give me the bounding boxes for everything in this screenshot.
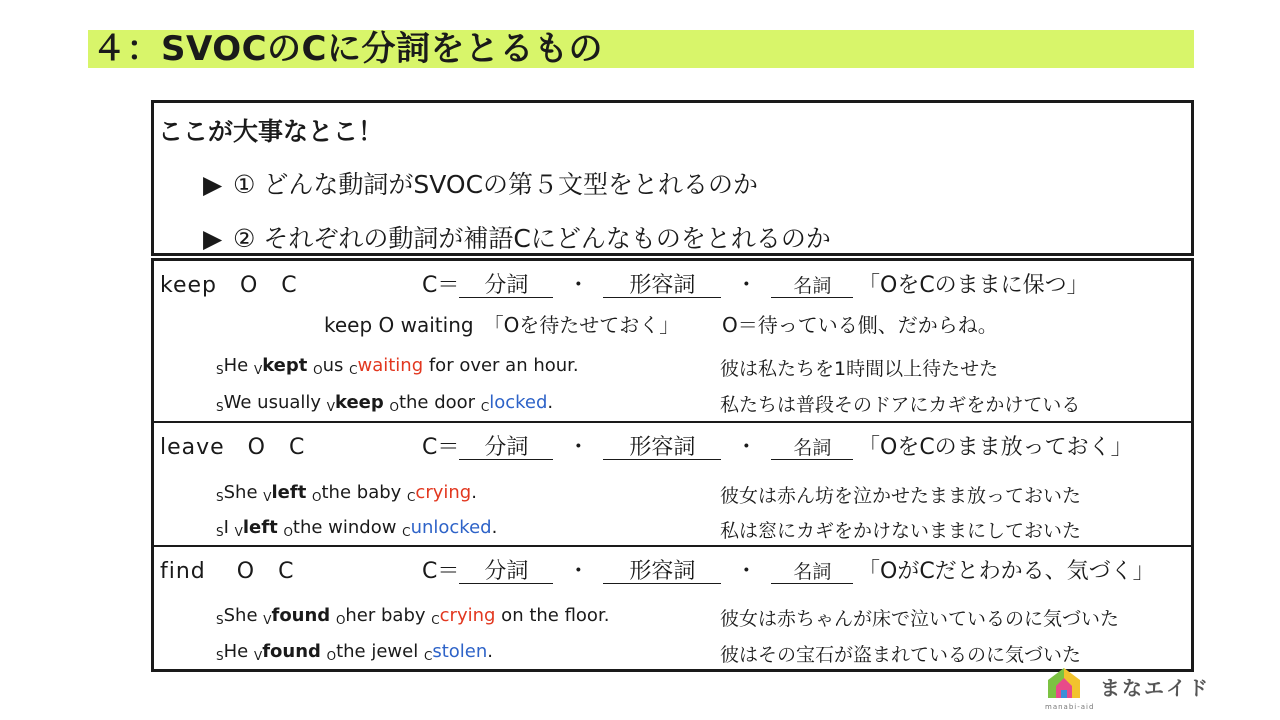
note-keep-explanation: O＝待っている側、だからね。 xyxy=(722,313,998,337)
example-sentence: $_S$She $_V$found $_O$her baby $_C$crying on the floor. xyxy=(216,605,610,627)
example-sentence: $_S$He $_V$found $_O$the jewel $_C$stolen. xyxy=(216,641,494,663)
example-translation: 彼は私たちを1時間以上待たせた xyxy=(720,358,999,380)
example-sentence: $_S$I $_V$left $_O$the window $_C$unlocked. xyxy=(216,517,498,539)
triangle-bullet-icon: ▶ xyxy=(203,224,223,253)
verb-pattern-find: find O C xyxy=(160,559,295,584)
complement-types: C＝ 分詞 ・ 形容詞 ・ 名詞 xyxy=(422,430,853,461)
verb-pattern-keep: keep O C xyxy=(160,273,298,298)
example-sentence: $_S$He $_V$kept $_O$us $_C$waiting for over an hour. xyxy=(216,355,579,377)
example-sentence: $_S$She $_V$left $_O$the baby $_C$crying. xyxy=(216,482,477,504)
example-translation: 私は窓にカギをかけないままにしておいた xyxy=(720,520,1082,542)
logo-text: まなエイド xyxy=(1100,676,1210,700)
complement-types: C＝ 分詞 ・ 形容詞 ・ 名詞 xyxy=(422,554,853,585)
complement-types: C＝ 分詞 ・ 形容詞 ・ 名詞 xyxy=(422,268,853,299)
example-translation: 私たちは普段そのドアにカギをかけている xyxy=(720,394,1081,416)
example-translation: 彼はその宝石が盗まれているのに気づいた xyxy=(720,644,1082,666)
section-divider xyxy=(151,421,1194,423)
meaning-keep: 「OをCのままに保つ」 xyxy=(858,273,1089,298)
section-divider xyxy=(151,545,1194,547)
logo-subtext: manabi-aid xyxy=(1045,703,1095,711)
page-title: ４：SVOCのCに分詞をとるもの xyxy=(92,29,604,69)
verb-pattern-leave: leave O C xyxy=(160,435,306,460)
key-points-heading: ここが大事なとこ！ xyxy=(158,117,384,146)
example-translation: 彼女は赤ちゃんが床で泣いているのに気づいた xyxy=(720,608,1120,630)
example-translation: 彼女は赤ん坊を泣かせたまま放っておいた xyxy=(720,485,1082,507)
meaning-find: 「OがCだとわかる、気づく」 xyxy=(858,559,1155,584)
meaning-leave: 「OをCのまま放っておく」 xyxy=(858,435,1133,460)
key-point-2: ▶ ② それぞれの動詞が補語Cにどんなものをとれるのか xyxy=(203,224,831,253)
manabi-aid-logo-icon xyxy=(1044,664,1084,700)
note-keep-waiting: keep O waiting 「Oを待たせておく」 xyxy=(324,313,680,337)
example-sentence: $_S$We usually $_V$keep $_O$the door $_C$locked. xyxy=(216,392,554,414)
triangle-bullet-icon: ▶ xyxy=(203,170,223,199)
key-point-1: ▶ ① どんな動詞がSVOCの第５文型をとれるのか xyxy=(203,170,759,199)
